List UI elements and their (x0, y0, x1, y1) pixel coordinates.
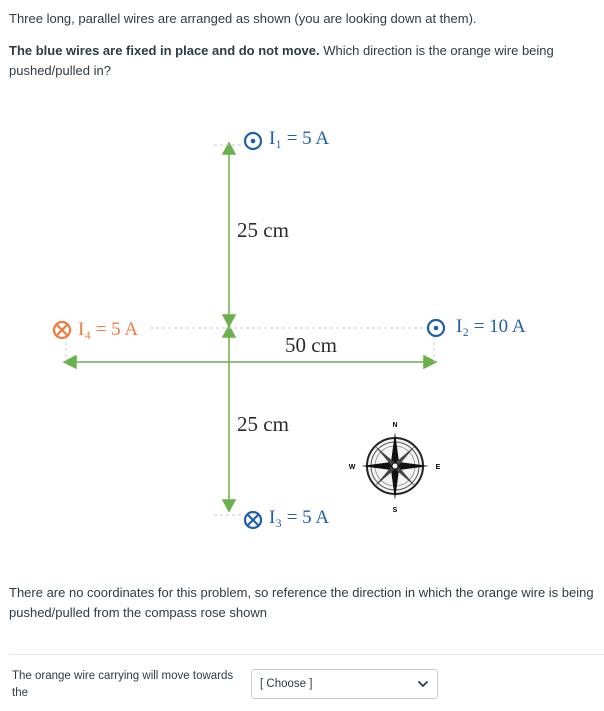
compass-n: N (392, 422, 398, 429)
compass-w: W (348, 464, 356, 471)
question-text (9, 9, 594, 81)
wire-1-out-of-page-icon (245, 133, 261, 149)
instruction-note: There are no coordinates for this problem, so reference the direction in which the orange wire is being pushed/pulled from the compass rose shown (9, 585, 594, 620)
wire-1-label: I₁ = 5 A (269, 128, 330, 149)
wire-3-label: I₃ = 5 A (269, 507, 330, 528)
wire-diagram (0, 110, 604, 550)
wire-3-into-page-icon (245, 512, 261, 528)
question-bold-statement: The blue wires are fixed in place and do not move. (9, 43, 320, 58)
question-prompt (9, 41, 594, 81)
direction-select[interactable] (251, 669, 438, 699)
compass-rose-icon (345, 416, 445, 516)
question-intro: Three long, parallel wires are arranged as shown (you are looking down at them). (9, 11, 477, 26)
arrow-top-head-down (223, 315, 235, 326)
arrow-bottom-head-down (223, 500, 235, 511)
answer-label: The orange wire carrying will move towards the (12, 670, 234, 699)
compass-s: S (392, 507, 398, 514)
direction-select-value: [ Choose ] (260, 678, 313, 690)
chevron-down-icon (416, 677, 430, 691)
distance-horizontal-label: 50 cm (285, 333, 337, 357)
divider (9, 654, 604, 655)
question-rest: Which direction is the orange wire being pushed/pulled in? (9, 43, 554, 78)
wire-2-label: I₂ = 10 A (456, 316, 526, 337)
distance-bottom-label: 25 cm (237, 412, 289, 436)
wire-4-label: I₄ = 5 A (78, 319, 139, 340)
wire-4-into-page-icon (54, 322, 70, 338)
wire-2-out-of-page-icon (428, 320, 444, 336)
distance-top-label: 25 cm (237, 218, 289, 242)
compass-e: E (435, 464, 441, 471)
